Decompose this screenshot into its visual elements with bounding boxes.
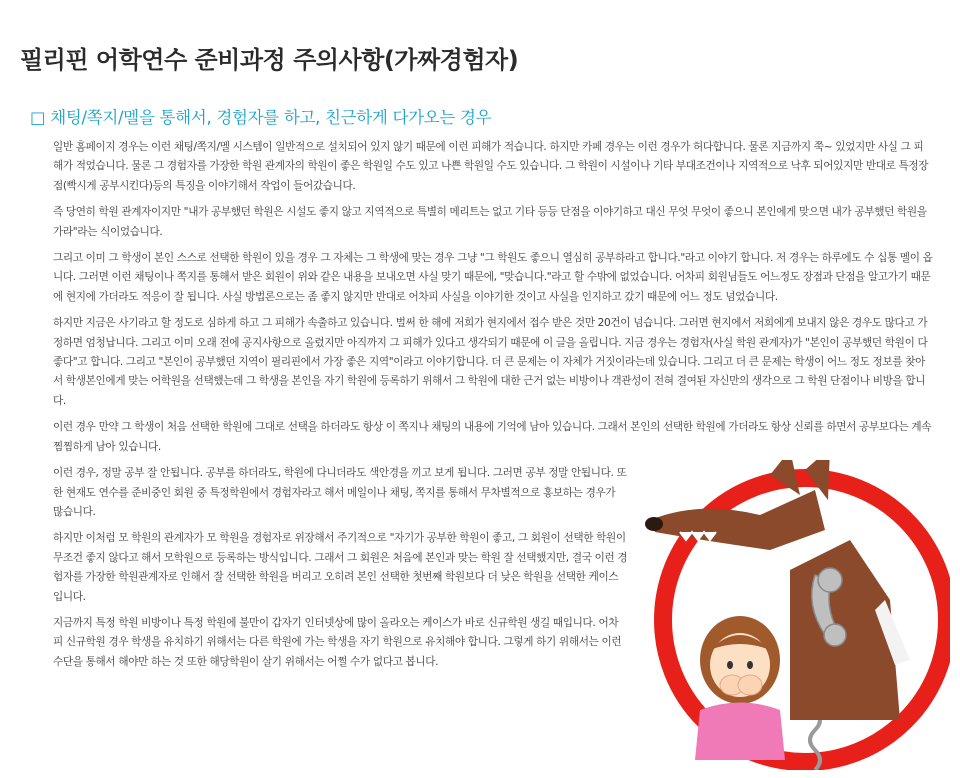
section-heading: □ 채팅/쪽지/멜을 통해서, 경험자를 하고, 친근하게 다가오는 경우	[30, 108, 492, 127]
paragraph: 하지만 이처럼 모 학원의 관계자가 모 학원을 경험자로 위장해서 주기적으로 "자기가 공부한 학원이 좋고, 그 회원이 선택한 학원이 무조건 좋지 않다고 해서 모학원으로 등록하는 방식입니다. 그래서 그 회원은 처음에 본인과 맞는 학원 잘 선택했지만, 결국 이런 경험자를 가장한 학원관계자로 인해서 잘 선택한 학원을 버리고 오히려 본인 선택한 첫번째 학원보다 더 낮은 학원을 선택한 케이스입니다.	[53, 532, 628, 603]
page-title: 필리핀 어학연수 준비과정 주의사항(가짜경험자)	[20, 46, 519, 74]
paragraph: 지금까지 특정 학원 비방이나 특정 학원에 불만이 갑자기 인터넷상에 많이 올라오는 케이스가 바로 신규학원 생길 때입니다. 어차피 신규학원 경우 학생을 유치하기 위해서는 다른 학원에 가는 학생을 자기 학원으로 유치해야 합니다. 그렇게 하기 위해서는 이런 수단을 통해서 해야만 하는 것 또한 해당학원이 살기 위해서는 어쩔 수가 없다고 봅니다.	[53, 616, 622, 668]
wolf-warning-illustration	[640, 460, 950, 770]
paragraph: 일반 홈페이지 경우는 이런 채팅/쪽지/멜 시스템이 일반적으로 설치되어 있지 않기 때문에 이런 피해가 적습니다. 하지만 카페 경우는 이런 경우가 허다합니다. 물론 지금까지 쭉~ 있었지만 사실 그 피해가 적었습니다. 물론 그 경험자를 가장한 학원 관계자의 학원이 좋은 학원일 수도 있고 나쁜 학원일 수도 있습니다. 그 학원이 시설이나 기타 부대조건이나 지역적으로 낙후 되어있지만 반대로 특정장점(빡시게 공부시킨다)등의 특징을 이야기해서 작업이 들어갔습니다.	[53, 141, 929, 192]
paragraph: 이런 경우, 정말 공부 잘 안됩니다. 공부를 하더라도, 학원에 다니더라도 색안경을 끼고 보게 됩니다. 그러면 공부 정말 안됩니다. 또한 현재도 연수를 준비중인 회원 중 특정학원에서 경험자라고 해서 메일이나 채팅, 쪽지를 통해서 무차별적으로 홍보하는 경우가 많습니다.	[53, 467, 627, 518]
paragraph: 그리고 이미 그 학생이 본인 스스로 선택한 학원이 있을 경우 그 자체는 그 학생에 맞는 경우 그냥 "그 학원도 좋으니 열심히 공부하라고 합니다."라고 이야기 합니다. 저 경우는 하루에도 수 십통 멜이 옵니다. 그러면 이런 채팅이나 쪽지를 통해서 받은 회원이 위와 같은 내용을 보내오면 사실 맞기 때문에, "맞습니다."라고 할 수밖에 없었습니다. 어차피 회원님들도 어느정도 장점과 단점을 알고가기 때문에 현지에 가더라도 적응이 잘 됩니다. 사실 방법론으로는 좀 좋지 않지만 반대로 어차피 사실을 이야기한 것이고 사실을 인지하고 갔기 때문에 어느 정도 넘었습니다.	[53, 252, 933, 303]
paragraph: 하지만 지금은 사기라고 할 정도로 심하게 하고 그 피해가 속출하고 있습니다. 벌써 한 해에 저희가 현지에서 접수 받은 것만 20건이 넘습니다. 그러면 현지에서 저희에게 보내지 않은 경우도 많다고 가정하면 엄청납니다. 그리고 이미 오래 전에 공지사항으로 올렸지만 아직까지 그 피해가 있다고 생각되기 때문에 이 글을 올립니다. 지금 경우는 경험자(사실 학원 관계자)가 "본인이 공부했던 학원이 다 좋다"고 합니다. 그리고 "본인이 공부했던 지역이 필리핀에서 가장 좋은 지역"이라고 이야기합니다. 더 큰 문제는 이 자체가 거짓이라는데 있습니다. 그리고 더 큰 문제는 학생이 어느 정도 정보를 찾아서 학생본인에게 맞는 어학원을 선택했는데 그 학생을 본인을 자기 학원에 등록하기 위해서 그 학원에 대한 근거 없는 비방이나 객관성이 전혀 결여된 자신만의 생각으로 그 학원 단점이나 비방을 합니다.	[53, 317, 928, 407]
paragraph: 즉 당연히 학원 관계자이지만 "내가 공부했던 학원은 시설도 좋지 않고 지역적으로 특별히 메리트는 없고 기타 등등 단점을 이야기하고 대신 무엇 무엇이 좋으니 본인에게 맞으면 내가 공부했던 학원을 가라"라는 식이었습니다.	[53, 206, 927, 238]
paragraph: 이런 경우 만약 그 학생이 처음 선택한 학원에 그대로 선택을 하더라도 항상 이 쪽지나 채팅의 내용에 기억에 남아 있습니다. 그래서 본인의 선택한 학원에 가더라도 항상 신뢰를 하면서 공부보다는 계속 찜찜하게 남아 있습니다.	[53, 421, 932, 453]
wolf-phone-girl-icon	[640, 460, 950, 770]
